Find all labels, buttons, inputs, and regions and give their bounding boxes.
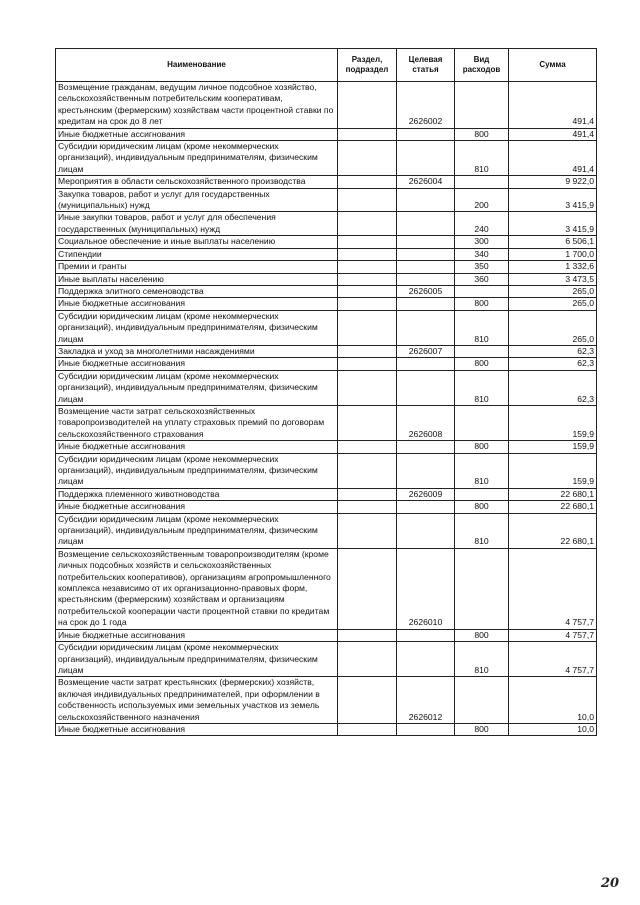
cell-sum: 491,4 — [509, 128, 597, 140]
header-name: Наименование — [56, 49, 338, 82]
cell-target — [397, 248, 455, 260]
cell-section — [338, 82, 397, 129]
cell-target — [397, 128, 455, 140]
cell-target — [397, 261, 455, 273]
cell-sum: 6 506,1 — [509, 236, 597, 248]
cell-name: Закладка и уход за многолетними насаждениями — [56, 345, 338, 357]
table-row — [56, 310, 597, 345]
cell-section — [338, 453, 397, 488]
cell-section — [338, 629, 397, 641]
cell-name: Субсидии юридическим лицам (кроме некоммерческих организаций), индивидуальным предпринимателям, физическим лицам — [56, 370, 338, 405]
cell-type: 800 — [455, 298, 509, 310]
cell-section — [338, 723, 397, 735]
cell-section — [338, 261, 397, 273]
table-row — [56, 273, 597, 285]
cell-type: 800 — [455, 629, 509, 641]
cell-type — [455, 176, 509, 188]
cell-target — [397, 212, 455, 236]
cell-type — [455, 345, 509, 357]
cell-name: Возмещение сельскохозяйственным товаропроизводителям (кроме личных подсобных хозяйств и сельскохозяйственных потребительских кооперативов), организациям агропромышленного комплекса независимо от их организационно-правовых форм, крестьянским (фермерским) хозяйствам и организациям потребительской кооперации части процентной ставки по кредитам на срок до 1 года — [56, 548, 338, 629]
cell-section — [338, 548, 397, 629]
cell-type: 360 — [455, 273, 509, 285]
cell-section — [338, 513, 397, 548]
table-row — [56, 358, 597, 370]
cell-name: Иные бюджетные ассигнования — [56, 629, 338, 641]
cell-type — [455, 548, 509, 629]
cell-sum: 3 415,9 — [509, 212, 597, 236]
cell-section — [338, 345, 397, 357]
cell-name: Премии и гранты — [56, 261, 338, 273]
cell-sum: 22 680,1 — [509, 501, 597, 513]
cell-section — [338, 298, 397, 310]
cell-sum: 265,0 — [509, 310, 597, 345]
cell-target: 2626009 — [397, 488, 455, 500]
page-number: 20 — [601, 876, 620, 891]
cell-sum: 159,9 — [509, 405, 597, 440]
cell-type — [455, 488, 509, 500]
cell-target: 2626010 — [397, 548, 455, 629]
cell-sum: 3 473,5 — [509, 273, 597, 285]
header-section: Раздел, подраздел — [338, 49, 397, 82]
cell-section — [338, 358, 397, 370]
cell-name: Субсидии юридическим лицам (кроме некоммерческих организаций), индивидуальным предпринимателям, физическим лицам — [56, 642, 338, 677]
cell-sum: 22 680,1 — [509, 513, 597, 548]
cell-type: 240 — [455, 212, 509, 236]
cell-section — [338, 501, 397, 513]
table-row — [56, 298, 597, 310]
cell-type: 350 — [455, 261, 509, 273]
cell-type: 800 — [455, 358, 509, 370]
cell-name: Иные бюджетные ассигнования — [56, 723, 338, 735]
cell-type: 810 — [455, 453, 509, 488]
cell-name: Иные закупки товаров, работ и услуг для обеспечения государственных (муниципальных) нужд — [56, 212, 338, 236]
table-row — [56, 501, 597, 513]
table-row — [56, 141, 597, 176]
cell-section — [338, 642, 397, 677]
table-row — [56, 261, 597, 273]
cell-type: 800 — [455, 723, 509, 735]
cell-name: Закупка товаров, работ и услуг для государственных (муниципальных) нужд — [56, 188, 338, 212]
cell-name: Субсидии юридическим лицам (кроме некоммерческих организаций), индивидуальным предпринимателям, физическим лицам — [56, 453, 338, 488]
cell-type: 810 — [455, 642, 509, 677]
cell-section — [338, 273, 397, 285]
table-row — [56, 488, 597, 500]
cell-target: 2626008 — [397, 405, 455, 440]
table-row — [56, 248, 597, 260]
cell-name: Социальное обеспечение и иные выплаты населению — [56, 236, 338, 248]
cell-sum: 265,0 — [509, 298, 597, 310]
header-sum: Сумма — [509, 49, 597, 82]
table-row — [56, 285, 597, 297]
cell-type — [455, 285, 509, 297]
cell-target — [397, 453, 455, 488]
cell-name: Возмещение части затрат сельскохозяйственных товаропроизводителей на уплату страховых премий по договорам сельскохозяйственного страхования — [56, 405, 338, 440]
table-row — [56, 82, 597, 129]
cell-target — [397, 723, 455, 735]
table-row — [56, 345, 597, 357]
cell-name: Иные бюджетные ассигнования — [56, 441, 338, 453]
cell-type: 200 — [455, 188, 509, 212]
cell-section — [338, 405, 397, 440]
cell-target — [397, 273, 455, 285]
table-row — [56, 629, 597, 641]
cell-section — [338, 285, 397, 297]
cell-name: Возмещение части затрат крестьянских (фермерских) хозяйств, включая индивидуальных предпринимателей, при оформлении в собственность используемых ими земельных участков из земель сельскохозяйственного назначения — [56, 677, 338, 724]
table-row — [56, 723, 597, 735]
cell-target — [397, 188, 455, 212]
cell-target — [397, 358, 455, 370]
cell-type: 810 — [455, 513, 509, 548]
cell-sum: 159,9 — [509, 453, 597, 488]
cell-sum: 4 757,7 — [509, 629, 597, 641]
table-row — [56, 236, 597, 248]
cell-target: 2626007 — [397, 345, 455, 357]
cell-sum: 10,0 — [509, 723, 597, 735]
cell-target: 2626002 — [397, 82, 455, 129]
cell-target — [397, 441, 455, 453]
header-target: Целевая статья — [397, 49, 455, 82]
cell-section — [338, 370, 397, 405]
cell-type: 340 — [455, 248, 509, 260]
cell-target: 2626012 — [397, 677, 455, 724]
cell-sum: 10,0 — [509, 677, 597, 724]
cell-section — [338, 677, 397, 724]
table-row — [56, 188, 597, 212]
cell-name: Мероприятия в области сельскохозяйственного производства — [56, 176, 338, 188]
cell-sum: 62,3 — [509, 345, 597, 357]
cell-name: Стипендии — [56, 248, 338, 260]
cell-name: Иные бюджетные ассигнования — [56, 128, 338, 140]
cell-section — [338, 128, 397, 140]
cell-target: 2626004 — [397, 176, 455, 188]
cell-section — [338, 188, 397, 212]
cell-target — [397, 298, 455, 310]
cell-sum: 4 757,7 — [509, 548, 597, 629]
cell-sum: 62,3 — [509, 370, 597, 405]
cell-target: 2626005 — [397, 285, 455, 297]
cell-sum: 491,4 — [509, 82, 597, 129]
cell-type: 300 — [455, 236, 509, 248]
cell-section — [338, 212, 397, 236]
cell-target — [397, 501, 455, 513]
table-row — [56, 128, 597, 140]
table-row — [56, 677, 597, 724]
table-row — [56, 212, 597, 236]
cell-section — [338, 176, 397, 188]
cell-sum: 159,9 — [509, 441, 597, 453]
cell-sum: 4 757,7 — [509, 642, 597, 677]
cell-name: Иные выплаты населению — [56, 273, 338, 285]
cell-section — [338, 441, 397, 453]
cell-sum: 265,0 — [509, 285, 597, 297]
cell-name: Поддержка племенного животноводства — [56, 488, 338, 500]
cell-type: 810 — [455, 370, 509, 405]
cell-name: Иные бюджетные ассигнования — [56, 358, 338, 370]
cell-type: 810 — [455, 141, 509, 176]
cell-section — [338, 488, 397, 500]
table-row — [56, 513, 597, 548]
cell-target — [397, 236, 455, 248]
cell-target — [397, 370, 455, 405]
cell-name: Поддержка элитного семеноводства — [56, 285, 338, 297]
table-header-row — [56, 49, 597, 82]
cell-name: Возмещение гражданам, ведущим личное подсобное хозяйство, сельскохозяйственным потребительским кооперативам, крестьянским (фермерским) хозяйствам части процентной ставки по кредитам на срок до 8 лет — [56, 82, 338, 129]
table-row — [56, 405, 597, 440]
cell-target — [397, 513, 455, 548]
cell-sum: 62,3 — [509, 358, 597, 370]
table-row — [56, 370, 597, 405]
cell-target — [397, 642, 455, 677]
cell-name: Субсидии юридическим лицам (кроме некоммерческих организаций), индивидуальным предпринимателям, физическим лицам — [56, 513, 338, 548]
cell-type: 800 — [455, 441, 509, 453]
cell-name: Субсидии юридическим лицам (кроме некоммерческих организаций), индивидуальным предпринимателям, физическим лицам — [56, 141, 338, 176]
cell-name: Иные бюджетные ассигнования — [56, 298, 338, 310]
cell-sum: 1 700,0 — [509, 248, 597, 260]
cell-type: 800 — [455, 128, 509, 140]
cell-name: Субсидии юридическим лицам (кроме некоммерческих организаций), индивидуальным предпринимателям, физическим лицам — [56, 310, 338, 345]
cell-target — [397, 310, 455, 345]
cell-target — [397, 629, 455, 641]
cell-type — [455, 677, 509, 724]
table-row — [56, 642, 597, 677]
cell-sum: 491,4 — [509, 141, 597, 176]
table-row — [56, 453, 597, 488]
cell-sum: 9 922,0 — [509, 176, 597, 188]
cell-section — [338, 248, 397, 260]
cell-sum: 3 415,9 — [509, 188, 597, 212]
cell-type — [455, 405, 509, 440]
cell-section — [338, 236, 397, 248]
budget-table — [55, 48, 597, 736]
cell-type: 800 — [455, 501, 509, 513]
table-row — [56, 441, 597, 453]
cell-section — [338, 141, 397, 176]
cell-sum: 22 680,1 — [509, 488, 597, 500]
cell-target — [397, 141, 455, 176]
cell-type: 810 — [455, 310, 509, 345]
cell-section — [338, 310, 397, 345]
cell-type — [455, 82, 509, 129]
cell-sum: 1 332,6 — [509, 261, 597, 273]
table-row — [56, 176, 597, 188]
table-row — [56, 548, 597, 629]
cell-name: Иные бюджетные ассигнования — [56, 501, 338, 513]
header-type: Вид расходов — [455, 49, 509, 82]
